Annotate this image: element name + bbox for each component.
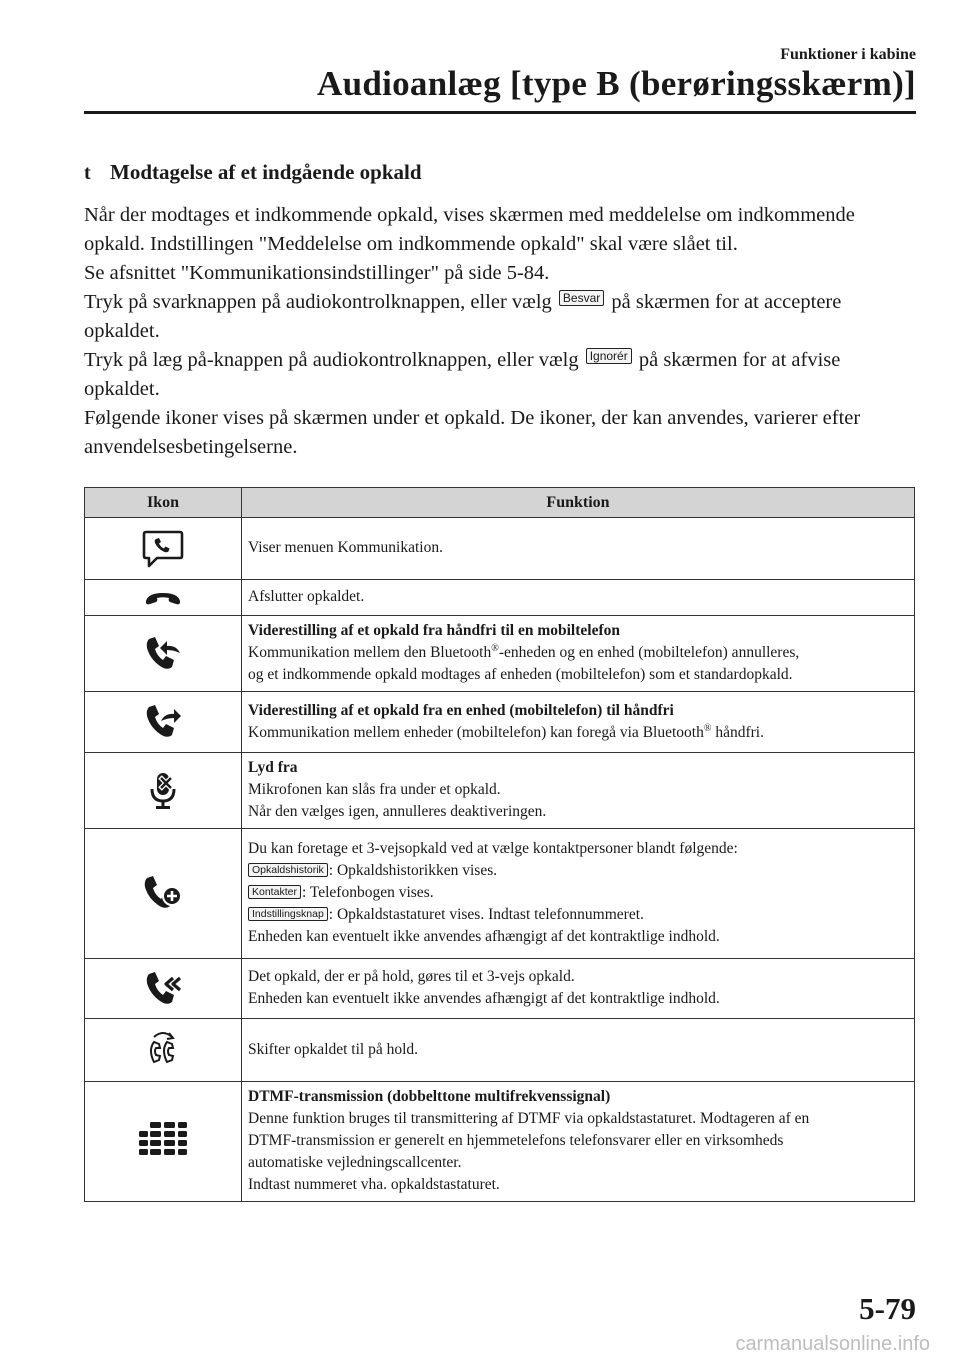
- paragraph-accept-call: [84, 288, 916, 346]
- accept-text-after: på skærmen for at acceptere opkaldet.: [84, 291, 842, 342]
- row-text: Viser menuen Kommunikation.: [248, 539, 443, 556]
- row-text: Det opkald, der er på hold, gøres til et 3-vejs opkald.: [248, 968, 575, 985]
- accept-text-before: Tryk på svarknappen på audiokontrolknappen, eller vælg: [84, 291, 552, 313]
- keypad-icon: [138, 1120, 188, 1164]
- reject-text-before: Tryk på læg på-knappen på audiokontrolknappen, eller vælg: [84, 349, 579, 371]
- mute-microphone-icon: [148, 771, 178, 811]
- table-row: [85, 959, 915, 1019]
- row-text: DTMF-transmission er generelt en hjemmetelefons telefonsvarer eller en virksomheds: [248, 1132, 784, 1149]
- heading-bullet: t: [84, 162, 91, 184]
- paragraph-icons-intro: Følgende ikoner vises på skærmen under et opkald. De ikoner, der kan anvendes, varierer efter anvendelsesbetingelserne.: [84, 407, 861, 458]
- table-header-row: [85, 488, 915, 518]
- row-option: Opkaldshistorik : Opkaldshistorikken vises.: [248, 860, 908, 882]
- row-title: Viderestilling af et opkald fra en enhed (mobiltelefon) til håndfri: [248, 701, 674, 719]
- row-text: Denne funktion bruges til transmittering af DTMF via opkaldstastaturet. Modtageren af en: [248, 1110, 810, 1127]
- keypad-button: Indstillingsknap: [248, 907, 328, 921]
- table-row: [85, 580, 915, 616]
- row-text: Enheden kan eventuelt ikke anvendes afhængigt af det kontraktlige indhold.: [248, 990, 720, 1007]
- ignore-button: Ignorér: [586, 348, 632, 364]
- row-text: og et indkommende opkald modtages af enheden (mobiltelefon) som et standardopkald.: [248, 666, 793, 683]
- row-text: Skifter opkaldet til på hold.: [248, 1040, 419, 1058]
- answer-button: Besvar: [559, 290, 604, 306]
- icon-function-table: [84, 487, 915, 1202]
- row-text: Kommunikation mellem enheder (mobiltelefon) kan foregå via Bluetooth® håndfri.: [248, 722, 764, 741]
- section-label: Funktioner i kabine: [780, 46, 916, 63]
- row-text: Du kan foretage et 3-vejsopkald ved at vælge kontaktpersoner blandt følgende:: [248, 840, 738, 857]
- call-history-button: Opkaldshistorik: [248, 863, 328, 877]
- table-row: [85, 692, 915, 753]
- table-row: [85, 829, 915, 959]
- column-header-icon: Ikon: [85, 488, 242, 518]
- add-call-icon: [141, 872, 185, 916]
- table-row: [85, 753, 915, 829]
- row-text: Afslutter opkaldet.: [248, 588, 365, 605]
- page-number: 5-79: [859, 1291, 916, 1326]
- row-title: DTMF-transmission (dobbelttone multifrekvenssignal): [248, 1088, 611, 1105]
- table-row: [85, 1082, 915, 1202]
- paragraph-incoming-call: Når der modtages et indkommende opkald, vises skærmen med meddelelse om indkommende opkald. Indstillingen "Meddelelse om indkommende opkald" skal være slået til.: [84, 204, 855, 255]
- row-text: Enheden kan eventuelt ikke anvendes afhængigt af det kontraktlige indhold.: [248, 928, 720, 945]
- row-text: Indtast nummeret vha. opkaldstastaturet.: [248, 1176, 500, 1193]
- body-text: [84, 201, 916, 462]
- column-header-function: Funktion: [242, 488, 915, 518]
- table-row: [85, 1019, 915, 1082]
- watermark: carmanualsonline.info: [735, 1333, 930, 1355]
- row-text: automatiske vejledningscallcenter.: [248, 1154, 462, 1171]
- table-row: [85, 518, 915, 580]
- paragraph-see-section: Se afsnittet "Kommunikationsindstillinger" på side 5-84.: [84, 262, 550, 284]
- table-row: [85, 616, 915, 692]
- heading-text: Modtagelse af et indgående opkald: [110, 160, 422, 184]
- row-option: Indstillingsknap : Opkaldstastaturet vises. Indtast telefonnummeret.: [248, 904, 908, 926]
- page-title: Audioanlæg [type B (berøringsskærm)]: [317, 64, 916, 103]
- row-text: Kommunikation mellem den Bluetooth®-enheden og en enhed (mobiltelefon) annulleres,: [248, 642, 800, 661]
- row-text: Mikrofonen kan slås fra under et opkald.: [248, 781, 501, 798]
- row-option: Kontakter : Telefonbogen vises.: [248, 882, 908, 904]
- communication-menu-icon: [141, 529, 185, 569]
- contacts-button: Kontakter: [248, 885, 301, 899]
- section-heading: [84, 160, 422, 185]
- paragraph-reject-call: [84, 346, 916, 404]
- hang-up-icon: [144, 590, 182, 606]
- hold-call-icon: [142, 1026, 184, 1074]
- row-title: Viderestilling af et opkald fra håndfri til en mobiltelefon: [248, 622, 620, 639]
- reject-text-after: på skærmen for at afvise opkaldet.: [84, 349, 841, 400]
- row-title: Lyd fra: [248, 759, 298, 776]
- header-divider: [84, 111, 916, 114]
- transfer-to-handsfree-icon: [142, 701, 184, 743]
- transfer-to-phone-icon: [142, 633, 184, 675]
- merge-call-icon: [142, 968, 184, 1010]
- row-text: Når den vælges igen, annulleres deaktiveringen.: [248, 803, 547, 820]
